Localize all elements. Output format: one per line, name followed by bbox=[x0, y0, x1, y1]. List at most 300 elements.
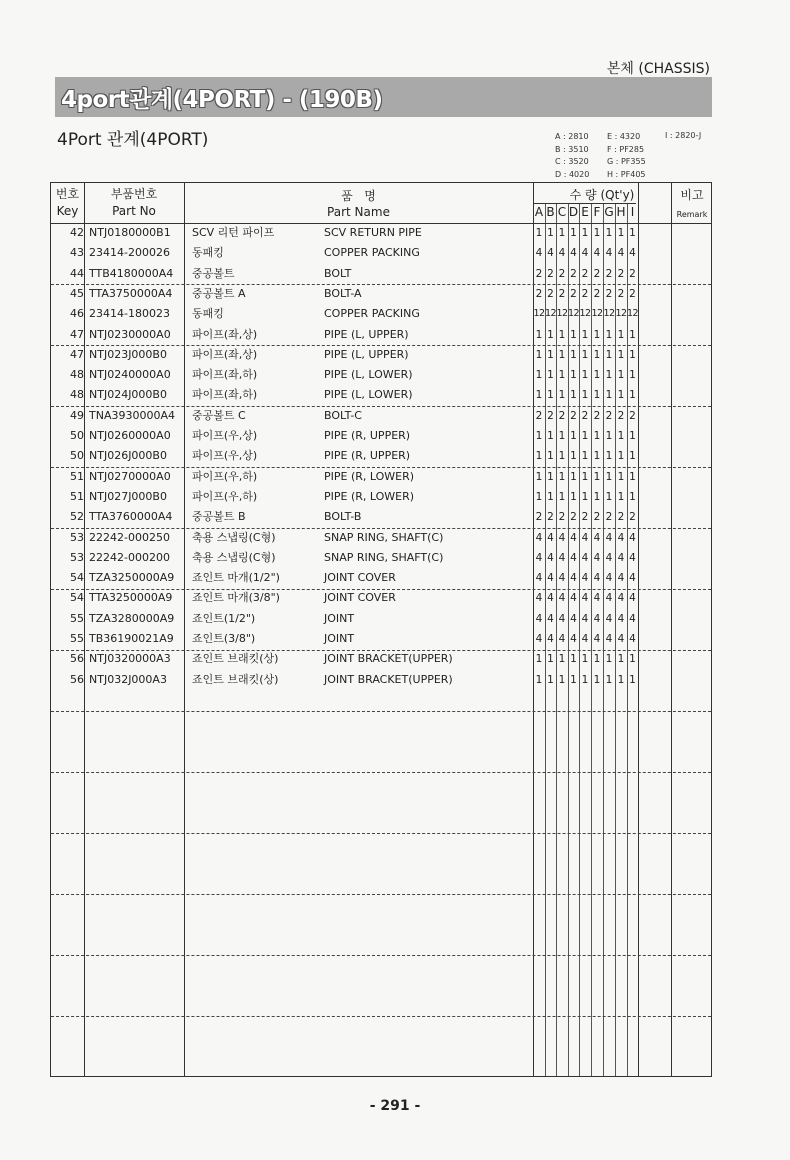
header-name-eng: Part Name bbox=[327, 205, 390, 219]
row-qty: 1 bbox=[605, 348, 613, 361]
row-qty: 4 bbox=[581, 531, 589, 544]
row-qty: 1 bbox=[535, 450, 543, 463]
row-name-eng: JOINT BRACKET(UPPER) bbox=[324, 652, 453, 666]
row-qty: 4 bbox=[581, 633, 589, 645]
row-name-kor: 중공볼트 B bbox=[192, 510, 246, 524]
legend-item: B : 3510 bbox=[555, 144, 589, 154]
row-qty: 1 bbox=[629, 653, 636, 666]
row-qty: 1 bbox=[629, 389, 636, 402]
row-qty: 12 bbox=[603, 308, 615, 320]
row-qty: 4 bbox=[581, 612, 589, 625]
row-qty: 1 bbox=[581, 470, 589, 483]
row-part-no: NTJ032J000A3 bbox=[89, 672, 167, 686]
row-name-eng: SNAP RING, SHAFT(C) bbox=[324, 550, 444, 564]
row-qty: 1 bbox=[547, 470, 554, 483]
row-key: 52 bbox=[70, 510, 84, 524]
row-qty: 4 bbox=[605, 633, 613, 645]
row-qty: 1 bbox=[535, 470, 543, 483]
row-name-eng: PIPE (R, UPPER) bbox=[324, 429, 411, 442]
table-row bbox=[51, 629, 711, 649]
row-qty: 2 bbox=[629, 267, 636, 280]
row-qty: 4 bbox=[617, 531, 625, 544]
row-qty: 2 bbox=[547, 267, 554, 280]
row-qty: 1 bbox=[617, 673, 625, 686]
row-qty: 2 bbox=[535, 409, 543, 422]
legend-item: E : 4320 bbox=[607, 132, 641, 141]
row-name-kor: 파이프(우,하) bbox=[192, 469, 258, 483]
row-qty: 4 bbox=[535, 247, 543, 260]
parts-table bbox=[50, 182, 712, 1077]
table-row bbox=[51, 426, 711, 446]
legend-item: H : PF405 bbox=[607, 169, 646, 179]
row-qty: 1 bbox=[617, 227, 625, 239]
qty-col-h: H bbox=[616, 205, 626, 219]
row-qty: 2 bbox=[535, 287, 543, 300]
row-qty: 2 bbox=[605, 409, 613, 422]
row-qty: 1 bbox=[570, 430, 577, 442]
legend-col3 bbox=[665, 131, 701, 140]
row-part-no: TZA3250000A9 bbox=[89, 571, 175, 585]
row-qty: 1 bbox=[581, 348, 589, 361]
row-part-no: NTJ024J000B0 bbox=[89, 388, 167, 402]
row-qty: 1 bbox=[593, 328, 601, 341]
row-qty: 4 bbox=[605, 592, 613, 605]
row-qty: 4 bbox=[605, 247, 613, 260]
row-name-kor: 축용 스냅링(C형) bbox=[192, 530, 276, 544]
row-qty: 1 bbox=[605, 490, 613, 503]
row-qty: 1 bbox=[581, 328, 589, 341]
row-qty: 1 bbox=[593, 490, 601, 503]
qty-col-i: I bbox=[630, 205, 635, 219]
row-qty: 1 bbox=[629, 490, 636, 503]
row-qty: 4 bbox=[593, 247, 601, 260]
row-qty: 1 bbox=[617, 389, 625, 402]
header-remark-kor: 비고 bbox=[680, 188, 704, 202]
header-key-kor: 번호 bbox=[55, 187, 80, 201]
row-qty: 4 bbox=[581, 592, 589, 605]
row-key: 54 bbox=[70, 571, 84, 585]
row-qty: 12 bbox=[545, 308, 557, 320]
row-name-kor: 중공볼트 bbox=[192, 266, 235, 280]
row-qty: 1 bbox=[558, 490, 566, 503]
row-qty: 1 bbox=[558, 389, 566, 402]
row-qty: 1 bbox=[593, 430, 601, 442]
table-row bbox=[51, 467, 711, 487]
row-qty: 4 bbox=[629, 633, 636, 645]
page-title: 4port관계(4PORT) - (190B) bbox=[61, 87, 383, 113]
row-qty: 12 bbox=[627, 308, 639, 320]
row-qty: 4 bbox=[617, 572, 625, 585]
row-key: 44 bbox=[70, 266, 84, 280]
row-qty: 1 bbox=[570, 369, 577, 382]
header-part-kor: 부품번호 bbox=[110, 187, 158, 201]
row-qty: 2 bbox=[547, 287, 554, 300]
row-qty: 4 bbox=[570, 592, 577, 605]
row-qty: 2 bbox=[570, 287, 577, 300]
row-qty: 1 bbox=[558, 450, 566, 463]
row-name-kor: 파이프(좌,상) bbox=[192, 347, 258, 361]
row-qty: 2 bbox=[605, 267, 613, 280]
row-qty: 4 bbox=[535, 633, 543, 645]
page-subtitle: 4Port 관계(4PORT) bbox=[57, 130, 209, 150]
table-row bbox=[51, 588, 711, 608]
row-qty: 1 bbox=[593, 470, 601, 483]
row-name-eng: JOINT COVER bbox=[324, 571, 396, 585]
row-name-eng: COPPER PACKING bbox=[324, 246, 420, 260]
row-qty: 1 bbox=[535, 490, 543, 503]
row-qty: 1 bbox=[629, 227, 636, 239]
row-qty: 4 bbox=[593, 551, 601, 564]
row-qty: 1 bbox=[535, 653, 543, 666]
header-name-kor: 품 명 bbox=[341, 189, 376, 203]
row-qty: 1 bbox=[535, 369, 543, 382]
legend-col1 bbox=[555, 131, 589, 181]
row-name-eng: PIPE (R, LOWER) bbox=[324, 489, 415, 503]
row-qty: 1 bbox=[593, 389, 601, 402]
row-qty: 2 bbox=[617, 409, 625, 422]
row-qty: 4 bbox=[535, 572, 543, 585]
row-qty: 1 bbox=[547, 653, 554, 666]
table-row bbox=[51, 649, 711, 669]
row-qty: 1 bbox=[547, 369, 554, 382]
row-qty: 2 bbox=[570, 511, 577, 524]
row-qty: 1 bbox=[593, 227, 601, 239]
row-name-kor: 죠인트(3/8") bbox=[192, 632, 256, 645]
header-qty: 수 량 (Qt'y) bbox=[569, 188, 635, 202]
row-qty: 1 bbox=[547, 450, 554, 463]
row-qty: 4 bbox=[547, 551, 554, 564]
row-name-eng: COPPER PACKING bbox=[324, 307, 420, 321]
row-qty: 4 bbox=[570, 612, 577, 625]
row-qty: 1 bbox=[570, 653, 577, 666]
row-qty: 12 bbox=[591, 308, 603, 320]
row-qty: 4 bbox=[629, 612, 636, 625]
row-name-kor: 죠인트 브래킷(상) bbox=[192, 672, 279, 686]
row-name-eng: JOINT COVER bbox=[324, 591, 396, 605]
row-qty: 1 bbox=[581, 369, 589, 382]
row-qty: 1 bbox=[581, 389, 589, 402]
row-qty: 1 bbox=[605, 470, 613, 483]
table-row bbox=[51, 345, 711, 365]
row-qty: 1 bbox=[535, 673, 543, 686]
row-part-no: TTA3760000A4 bbox=[89, 510, 173, 524]
row-qty: 4 bbox=[547, 572, 554, 585]
row-qty: 2 bbox=[593, 267, 601, 280]
row-part-no: NTJ0260000A0 bbox=[89, 429, 171, 442]
row-part-no: 23414-200026 bbox=[89, 246, 170, 260]
row-qty: 4 bbox=[570, 633, 577, 645]
row-qty: 4 bbox=[581, 551, 589, 564]
row-qty: 1 bbox=[605, 328, 613, 341]
row-qty: 2 bbox=[535, 511, 543, 524]
table-row bbox=[51, 507, 711, 527]
row-qty: 1 bbox=[629, 430, 636, 442]
row-qty: 4 bbox=[547, 612, 554, 625]
row-qty: 1 bbox=[547, 328, 554, 341]
row-qty: 1 bbox=[617, 653, 625, 666]
row-key: 55 bbox=[70, 611, 84, 625]
row-part-no: TNA3930000A4 bbox=[89, 408, 175, 422]
row-qty: 4 bbox=[593, 531, 601, 544]
row-qty: 1 bbox=[617, 328, 625, 341]
row-part-no: TTA3750000A4 bbox=[89, 286, 173, 300]
row-name-eng: PIPE (L, UPPER) bbox=[324, 347, 409, 361]
row-qty: 1 bbox=[629, 369, 636, 382]
row-qty: 1 bbox=[558, 348, 566, 361]
row-qty: 4 bbox=[629, 592, 636, 605]
row-name-eng: PIPE (L, LOWER) bbox=[324, 368, 413, 382]
row-qty: 1 bbox=[605, 450, 613, 463]
row-qty: 2 bbox=[581, 267, 589, 280]
row-qty: 1 bbox=[593, 369, 601, 382]
row-key: 51 bbox=[70, 469, 84, 483]
row-name-eng: JOINT BRACKET(UPPER) bbox=[324, 672, 453, 686]
legend-item: A : 2810 bbox=[555, 132, 589, 141]
table-row bbox=[51, 568, 711, 588]
row-qty: 1 bbox=[558, 328, 566, 341]
row-qty: 2 bbox=[629, 409, 636, 422]
row-part-no: 22242-000200 bbox=[89, 550, 170, 564]
row-name-eng: JOINT bbox=[324, 611, 355, 625]
row-qty: 1 bbox=[558, 653, 566, 666]
row-qty: 1 bbox=[558, 369, 566, 382]
table-row bbox=[51, 609, 711, 629]
row-name-kor: 파이프(우,하) bbox=[192, 489, 258, 503]
table-row bbox=[51, 670, 711, 690]
row-qty: 4 bbox=[558, 531, 566, 544]
qty-col-c: C bbox=[557, 205, 567, 219]
row-qty: 1 bbox=[581, 673, 589, 686]
row-qty: 1 bbox=[617, 430, 625, 442]
row-part-no: TTA3250000A9 bbox=[89, 591, 173, 605]
row-qty: 4 bbox=[558, 633, 566, 645]
table-row bbox=[51, 284, 711, 304]
row-qty: 1 bbox=[535, 227, 543, 239]
row-qty: 2 bbox=[617, 287, 625, 300]
table-row bbox=[51, 548, 711, 568]
row-qty: 4 bbox=[558, 551, 566, 564]
row-qty: 1 bbox=[558, 470, 566, 483]
header-key-eng: Key bbox=[56, 204, 79, 218]
table-row bbox=[51, 304, 711, 324]
row-qty: 4 bbox=[558, 247, 566, 260]
row-qty: 4 bbox=[629, 572, 636, 585]
row-qty: 1 bbox=[570, 470, 577, 483]
row-part-no: NTJ026J000B0 bbox=[89, 449, 167, 463]
row-qty: 2 bbox=[547, 511, 554, 524]
row-name-kor: 파이프(우,상) bbox=[192, 449, 258, 463]
qty-col-f: F bbox=[593, 205, 601, 219]
row-name-eng: BOLT-C bbox=[324, 408, 362, 422]
row-name-kor: 파이프(좌,하) bbox=[192, 368, 258, 382]
row-key: 53 bbox=[70, 550, 84, 564]
row-qty: 12 bbox=[615, 308, 627, 320]
row-name-kor: 죠인트 마개(1/2") bbox=[192, 571, 280, 585]
row-qty: 4 bbox=[558, 612, 566, 625]
row-qty: 4 bbox=[535, 612, 543, 625]
row-qty: 4 bbox=[605, 612, 613, 625]
row-key: 46 bbox=[70, 307, 84, 321]
row-key: 50 bbox=[70, 449, 84, 463]
row-qty: 1 bbox=[547, 348, 554, 361]
row-qty: 2 bbox=[547, 409, 554, 422]
header-part-eng: Part No bbox=[112, 204, 156, 218]
row-qty: 1 bbox=[581, 227, 589, 239]
row-name-kor: 파이프(좌,상) bbox=[192, 327, 258, 341]
row-name-kor: 축용 스냅링(C형) bbox=[192, 550, 276, 564]
row-key: 45 bbox=[70, 286, 84, 300]
row-qty: 4 bbox=[558, 592, 566, 605]
row-name-eng: PIPE (L, UPPER) bbox=[324, 327, 409, 341]
row-name-kor: 죠인트 마개(3/8") bbox=[192, 591, 280, 605]
qty-col-d: D bbox=[568, 205, 579, 219]
table-row bbox=[51, 264, 711, 284]
row-part-no: NTJ0230000A0 bbox=[89, 327, 171, 341]
row-qty: 2 bbox=[593, 409, 601, 422]
row-qty: 1 bbox=[629, 328, 636, 341]
row-qty: 1 bbox=[617, 369, 625, 382]
row-qty: 4 bbox=[547, 592, 554, 605]
row-qty: 1 bbox=[593, 348, 601, 361]
row-qty: 1 bbox=[629, 450, 636, 463]
row-qty: 4 bbox=[570, 247, 577, 260]
row-qty: 4 bbox=[593, 572, 601, 585]
row-name-eng: SNAP RING, SHAFT(C) bbox=[324, 530, 444, 544]
row-qty: 4 bbox=[570, 531, 577, 544]
row-qty: 2 bbox=[593, 287, 601, 300]
row-qty: 2 bbox=[617, 267, 625, 280]
row-name-eng: SCV RETURN PIPE bbox=[324, 226, 422, 239]
row-qty: 1 bbox=[605, 673, 613, 686]
row-qty: 1 bbox=[605, 430, 613, 442]
row-part-no: TTB4180000A4 bbox=[89, 266, 174, 280]
row-qty: 1 bbox=[547, 227, 554, 239]
row-qty: 2 bbox=[605, 287, 613, 300]
row-name-kor: SCV 리턴 파이프 bbox=[192, 226, 275, 239]
row-qty: 4 bbox=[593, 612, 601, 625]
row-qty: 1 bbox=[558, 227, 566, 239]
row-qty: 1 bbox=[593, 450, 601, 463]
row-qty: 4 bbox=[617, 592, 625, 605]
page-number: - 291 - bbox=[369, 1098, 421, 1114]
row-qty: 12 bbox=[556, 308, 568, 320]
table-row bbox=[51, 365, 711, 385]
row-qty: 2 bbox=[558, 287, 566, 300]
row-qty: 1 bbox=[581, 450, 589, 463]
row-name-eng: BOLT-A bbox=[324, 286, 362, 300]
row-key: 51 bbox=[70, 489, 84, 503]
row-name-eng: BOLT bbox=[324, 266, 352, 280]
row-qty: 4 bbox=[558, 572, 566, 585]
row-name-kor: 파이프(우,상) bbox=[192, 429, 258, 442]
legend-item: C : 3520 bbox=[555, 157, 589, 166]
row-key: 53 bbox=[70, 530, 84, 544]
row-qty: 4 bbox=[535, 531, 543, 544]
row-name-kor: 동패킹 bbox=[192, 307, 224, 321]
row-qty: 1 bbox=[629, 673, 636, 686]
table-row bbox=[51, 325, 711, 345]
row-key: 43 bbox=[70, 246, 84, 260]
row-qty: 1 bbox=[547, 490, 554, 503]
row-qty: 4 bbox=[547, 531, 554, 544]
row-qty: 2 bbox=[617, 511, 625, 524]
row-part-no: NTJ023J000B0 bbox=[89, 347, 167, 361]
header-remark-eng: Remark bbox=[676, 210, 708, 219]
row-qty: 4 bbox=[547, 633, 554, 645]
legend-item: I : 2820-J bbox=[665, 131, 702, 140]
row-qty: 1 bbox=[570, 328, 577, 341]
table-row bbox=[51, 223, 711, 243]
row-qty: 1 bbox=[535, 328, 543, 341]
row-qty: 12 bbox=[568, 308, 580, 320]
row-qty: 4 bbox=[617, 633, 625, 645]
row-part-no: NTJ027J000B0 bbox=[89, 489, 167, 503]
row-qty: 4 bbox=[581, 572, 589, 585]
row-qty: 4 bbox=[629, 531, 636, 544]
row-name-kor: 동패킹 bbox=[192, 246, 224, 260]
row-qty: 12 bbox=[533, 308, 545, 320]
row-qty: 1 bbox=[629, 348, 636, 361]
row-key: 42 bbox=[70, 226, 84, 239]
row-qty: 4 bbox=[581, 247, 589, 260]
qty-col-b: B bbox=[546, 205, 555, 219]
row-key: 48 bbox=[70, 388, 84, 402]
row-part-no: TB36190021A9 bbox=[89, 632, 174, 645]
row-qty: 1 bbox=[617, 490, 625, 503]
row-qty: 2 bbox=[558, 267, 566, 280]
row-part-no: 23414-180023 bbox=[89, 307, 170, 321]
row-qty: 1 bbox=[605, 389, 613, 402]
legend-item: G : PF355 bbox=[607, 157, 646, 166]
row-qty: 2 bbox=[570, 267, 577, 280]
row-qty: 1 bbox=[558, 430, 566, 442]
row-qty: 2 bbox=[581, 511, 589, 524]
row-qty: 4 bbox=[535, 551, 543, 564]
row-qty: 1 bbox=[547, 673, 554, 686]
qty-col-e: E bbox=[581, 205, 589, 219]
row-qty: 2 bbox=[570, 409, 577, 422]
table-row bbox=[51, 243, 711, 263]
table-row bbox=[51, 406, 711, 426]
row-qty: 4 bbox=[547, 247, 554, 260]
row-qty: 1 bbox=[617, 450, 625, 463]
row-qty: 1 bbox=[570, 227, 577, 239]
row-qty: 2 bbox=[581, 409, 589, 422]
row-qty: 4 bbox=[629, 247, 636, 260]
row-qty: 4 bbox=[570, 572, 577, 585]
row-name-eng: PIPE (R, LOWER) bbox=[324, 469, 415, 483]
row-qty: 1 bbox=[535, 348, 543, 361]
row-qty: 2 bbox=[629, 287, 636, 300]
table-row bbox=[51, 487, 711, 507]
row-key: 55 bbox=[70, 632, 84, 645]
row-part-no: NTJ0240000A0 bbox=[89, 368, 171, 382]
row-name-eng: BOLT-B bbox=[324, 510, 362, 524]
row-qty: 1 bbox=[581, 490, 589, 503]
row-qty: 1 bbox=[605, 227, 613, 239]
row-key: 56 bbox=[70, 652, 84, 666]
legend-item: F : PF285 bbox=[607, 144, 645, 154]
row-qty: 1 bbox=[605, 653, 613, 666]
row-qty: 4 bbox=[535, 592, 543, 605]
row-qty: 2 bbox=[605, 511, 613, 524]
row-qty: 1 bbox=[581, 430, 589, 442]
row-qty: 1 bbox=[593, 653, 601, 666]
row-qty: 1 bbox=[547, 430, 554, 442]
row-qty: 2 bbox=[535, 267, 543, 280]
row-qty: 2 bbox=[629, 511, 636, 524]
row-qty: 1 bbox=[617, 348, 625, 361]
